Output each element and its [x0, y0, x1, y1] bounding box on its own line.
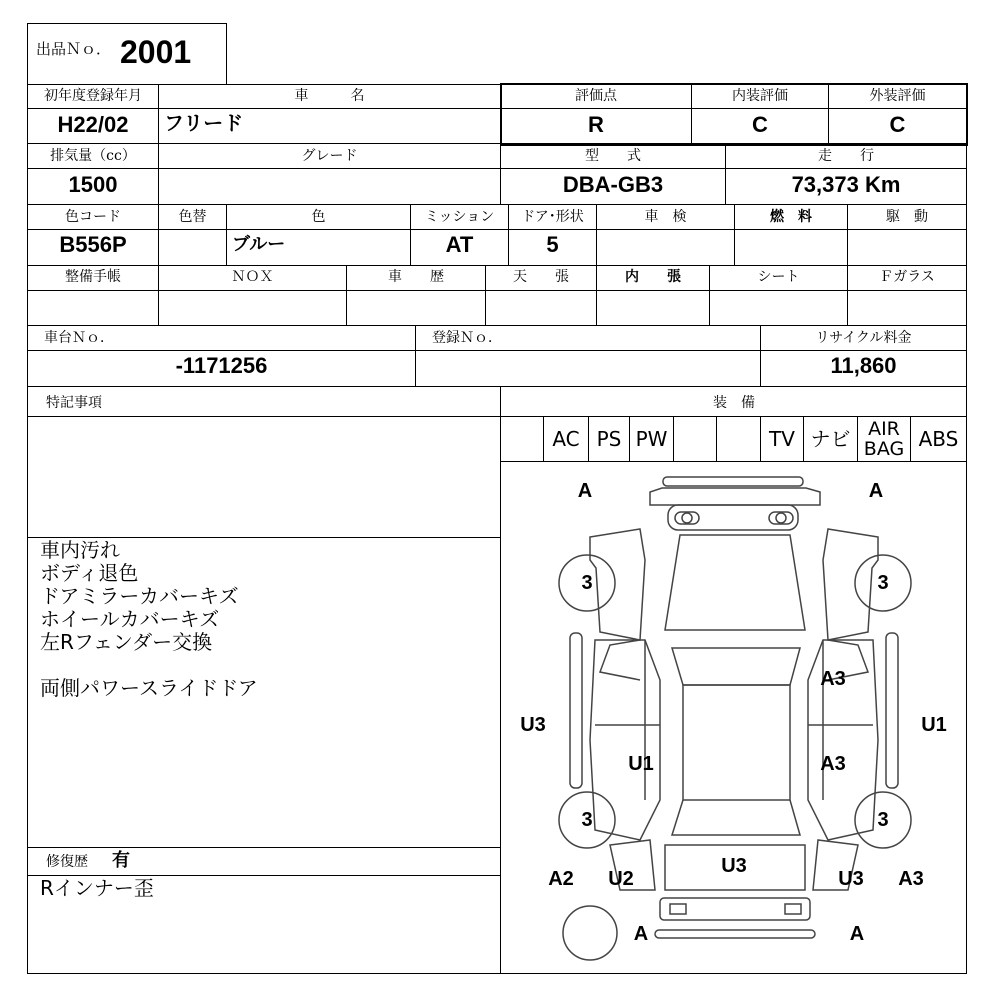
inspection-label: 車 検	[644, 209, 687, 225]
color-value: ブルー	[232, 234, 286, 255]
roof-lining-label: 天 張	[513, 269, 569, 285]
registration-number-label: 登録Ｎｏ．	[432, 330, 502, 346]
equipment-tv: TV	[769, 427, 795, 451]
damage-mark-left-door: U1	[628, 753, 654, 775]
tire-mark-front-left: 3	[581, 572, 593, 594]
damage-mark-right-lower: A3	[820, 753, 846, 775]
first-registration-value: H22/02	[57, 112, 129, 137]
front-glass-label: Ｆガラス	[879, 269, 935, 285]
repair-history-value: 有	[112, 850, 130, 871]
damage-mark-rear-a3: A3	[898, 868, 924, 890]
chassis-number-value: -1171256	[175, 353, 268, 378]
drive-label: 駆 動	[886, 209, 928, 225]
mileage-label: 走 行	[818, 148, 874, 164]
note-line: ドアミラーカバーキズ	[40, 584, 239, 608]
equipment-ps: PS	[596, 427, 622, 451]
mission-value: AT	[445, 232, 474, 257]
damage-mark-rear-u3: U3	[838, 868, 864, 890]
tire-mark-rear-left: 3	[581, 809, 593, 831]
color-code-label: 色コード	[65, 209, 121, 225]
model-label: 型 式	[585, 148, 641, 164]
displacement-value: 1500	[68, 172, 118, 197]
equipment-ac: AC	[552, 427, 580, 451]
notes-label: 特記事項	[46, 395, 102, 411]
equipment-airbag: AIR BAG	[863, 418, 905, 460]
damage-mark-rear-bumper-left: A	[633, 923, 649, 945]
note-line: 車内汚れ	[40, 538, 120, 562]
color-change-label: 色替	[178, 209, 207, 225]
note-line: ボディ退色	[40, 561, 139, 585]
damage-mark-front-left: A	[577, 480, 593, 502]
fuel-label: 燃 料	[770, 209, 812, 225]
damage-mark-rear-a2: A2	[548, 868, 574, 890]
damage-mark-right-side: U1	[921, 714, 947, 736]
lot-number: 2001	[120, 34, 192, 70]
color-label: 色	[311, 209, 326, 225]
interior-lining-label: 内 張	[625, 269, 681, 285]
interior-rating-value: C	[752, 112, 768, 137]
mileage-value: 73,373 Km	[791, 172, 901, 197]
equipment-abs: ABS	[918, 427, 959, 451]
damage-mark-rear-u2: U2	[608, 868, 634, 890]
car-name-value: フリード	[164, 111, 244, 135]
model-value: DBA-GB3	[562, 172, 664, 197]
score-label: 評価点	[575, 88, 617, 104]
note-line: 左Rフェンダー交換	[40, 630, 213, 654]
exterior-rating-label: 外装評価	[869, 88, 926, 104]
damage-mark-left-side: U3	[520, 714, 546, 736]
grade-label: グレード	[301, 148, 358, 164]
tire-mark-front-right: 3	[877, 572, 889, 594]
color-code-value: B556P	[59, 232, 127, 257]
seat-label: シート	[757, 269, 800, 285]
first-registration-label: 初年度登録年月	[44, 88, 142, 104]
note-line: 両側パワースライドドア	[40, 676, 258, 700]
damage-mark-right-upper: A3	[820, 668, 846, 690]
repair-history-label: 修復歴	[46, 854, 88, 870]
mission-label: ミッション	[424, 209, 495, 225]
chassis-number-label: 車台Ｎｏ．	[44, 330, 114, 346]
note-line: ホイールカバーキズ	[40, 607, 220, 631]
interior-rating-label: 内装評価	[732, 88, 788, 104]
tire-mark-rear-right: 3	[877, 809, 889, 831]
equipment-pw: PW	[635, 427, 668, 451]
damage-mark-tailgate: U3	[721, 855, 747, 877]
door-value: 5	[546, 232, 559, 257]
exterior-rating-value: C	[889, 112, 906, 137]
equipment-label: 装 備	[713, 395, 755, 411]
nox-label: ＮＯＸ	[231, 269, 274, 285]
recycle-fee-value: 11,860	[830, 353, 897, 378]
vehicle-history-label: 車 歴	[388, 269, 444, 285]
lot-label: 出品Ｎｏ．	[36, 40, 112, 58]
repair-detail: Rインナー歪	[40, 876, 154, 900]
displacement-label: 排気量（cc）	[50, 148, 136, 164]
door-shape-label: ドア･形状	[521, 209, 584, 225]
equipment-navi: ナビ	[810, 427, 851, 451]
maintenance-record-label: 整備手帳	[65, 269, 121, 285]
recycle-fee-label: リサイクル料金	[815, 330, 912, 346]
score-value: R	[588, 112, 604, 137]
damage-mark-rear-bumper-right: A	[849, 923, 865, 945]
car-name-label: 車 名	[294, 88, 365, 104]
damage-mark-front-right: A	[868, 480, 884, 502]
